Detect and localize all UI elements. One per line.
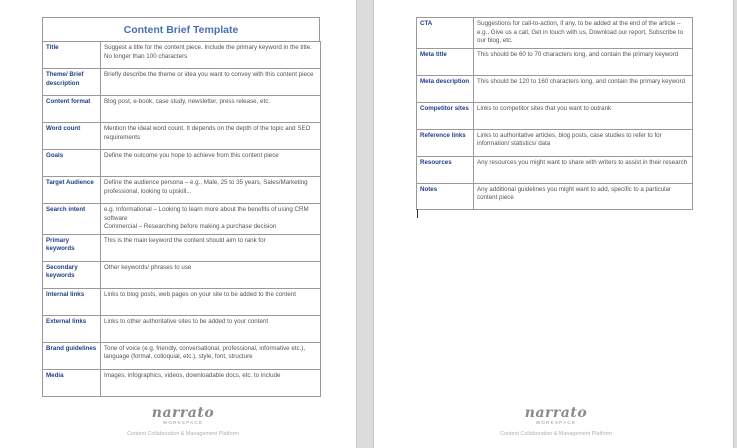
table-row xyxy=(43,42,321,69)
row-label[interactable]: Meta title xyxy=(417,48,474,75)
row-guidance[interactable]: Links to other authoritative sites to be added to your content xyxy=(101,315,321,342)
page-gutter-right xyxy=(733,0,737,448)
table-row xyxy=(43,342,321,369)
row-guidance[interactable]: Define the outcome you hope to achieve from this content piece xyxy=(101,150,321,177)
table-row xyxy=(43,150,321,177)
table-row xyxy=(417,183,693,209)
row-guidance[interactable]: Links to blog posts, web pages on your site to be added to the content xyxy=(101,288,321,315)
table-row xyxy=(43,288,321,315)
row-guidance[interactable]: Links to authoritative articles, blog posts, case studies to refer to for information/ statistics/ data xyxy=(474,129,693,156)
row-label[interactable]: Internal links xyxy=(43,288,101,315)
row-label[interactable]: Target Audience xyxy=(43,177,101,204)
row-guidance[interactable]: This should be 60 to 70 characters long, and contain the primary keyword xyxy=(474,48,693,75)
table-row xyxy=(43,69,321,96)
page-gutter xyxy=(356,0,374,448)
page-title: Content Brief Template xyxy=(42,17,320,41)
table-row xyxy=(417,156,693,183)
row-label[interactable]: Title xyxy=(43,42,101,69)
table-row xyxy=(43,177,321,204)
row-label[interactable]: Primary keywords xyxy=(43,234,101,261)
footer-logo-page-1 xyxy=(93,406,273,438)
row-label[interactable]: Brand guidelines xyxy=(43,342,101,369)
table-row xyxy=(43,234,321,261)
row-label[interactable]: Theme/ Brief description xyxy=(43,69,101,96)
table-row xyxy=(43,261,321,288)
table-row xyxy=(43,315,321,342)
row-label[interactable]: Resources xyxy=(417,156,474,183)
row-label[interactable]: CTA xyxy=(417,18,474,49)
table-row xyxy=(43,369,321,396)
text-cursor[interactable] xyxy=(417,209,418,218)
footer-logo-page-2 xyxy=(466,406,646,438)
row-label[interactable]: Search intent xyxy=(43,204,101,235)
row-guidance[interactable]: e.g. Informational – Looking to learn more about the benefits of using CRM software Commercial – Researching before making a purchase decision xyxy=(101,204,321,235)
row-label[interactable]: Word count xyxy=(43,123,101,150)
table-row xyxy=(417,48,693,75)
row-guidance[interactable]: Suggestions for call-to-action, if any, to be added at the end of the article – e.g., Give us a call, Get in touch with us, Download our report, Subscribe to our blog, etc. xyxy=(474,18,693,49)
logo-subtitle: WORKSPACE xyxy=(535,420,577,425)
row-label[interactable]: Content format xyxy=(43,96,101,123)
table-row xyxy=(417,18,693,49)
row-guidance[interactable]: This is the main keyword the content should aim to rank for xyxy=(101,234,321,261)
logo-subtitle: WORKSPACE xyxy=(162,420,204,425)
row-label[interactable]: Reference links xyxy=(417,129,474,156)
logo-wordmark: narrato xyxy=(151,405,215,421)
row-label[interactable]: External links xyxy=(43,315,101,342)
brief-table-page-1 xyxy=(42,41,321,397)
row-guidance[interactable]: Links to competitor sites that you want to outrank xyxy=(474,102,693,129)
table-row xyxy=(43,204,321,235)
row-guidance[interactable]: Briefly describe the theme or idea you want to convey with this content piece xyxy=(101,69,321,96)
row-label[interactable]: Media xyxy=(43,369,101,396)
brief-table-page-2 xyxy=(416,17,693,210)
row-guidance[interactable]: Suggest a title for the content piece. Include the primary keyword in the title. No longer than 100 characters xyxy=(101,42,321,69)
table-row xyxy=(43,123,321,150)
row-label[interactable]: Goals xyxy=(43,150,101,177)
row-guidance[interactable]: Tone of voice (e.g. friendly, conversational, professional, informative etc.), language (formal, colloquial, etc.), style, font, structure xyxy=(101,342,321,369)
row-guidance[interactable]: Define the audience persona – e.g., Male, 25 to 35 years, Sales/Marketing professional, looking to upskill... xyxy=(101,177,321,204)
logo-wordmark: narrato xyxy=(524,405,588,421)
table-row xyxy=(417,75,693,102)
table-row xyxy=(417,102,693,129)
row-label[interactable]: Meta description xyxy=(417,75,474,102)
table-row xyxy=(43,96,321,123)
row-label[interactable]: Notes xyxy=(417,183,474,209)
row-label[interactable]: Competitor sites xyxy=(417,102,474,129)
row-guidance[interactable]: Any resources you might want to share with writers to assist in their research xyxy=(474,156,693,183)
row-label[interactable]: Secondary keywords xyxy=(43,261,101,288)
table-row xyxy=(417,129,693,156)
footer-tagline: Content Collaboration & Management Platform xyxy=(500,431,612,437)
footer-tagline: Content Collaboration & Management Platform xyxy=(127,431,239,437)
row-guidance[interactable]: Other keywords/ phrases to use xyxy=(101,261,321,288)
row-guidance[interactable]: This should be 120 to 160 characters long, and contain the primary keyword xyxy=(474,75,693,102)
row-guidance[interactable]: Mention the ideal word count. It depends on the depth of the topic and SEO requirements xyxy=(101,123,321,150)
row-guidance[interactable]: Images, infographics, videos, downloadable docs, etc. to include xyxy=(101,369,321,396)
row-guidance[interactable]: Blog post, e-book, case study, newsletter, press release, etc. xyxy=(101,96,321,123)
row-guidance[interactable]: Any additional guidelines you might want to add, specific to a particular content piece xyxy=(474,183,693,209)
